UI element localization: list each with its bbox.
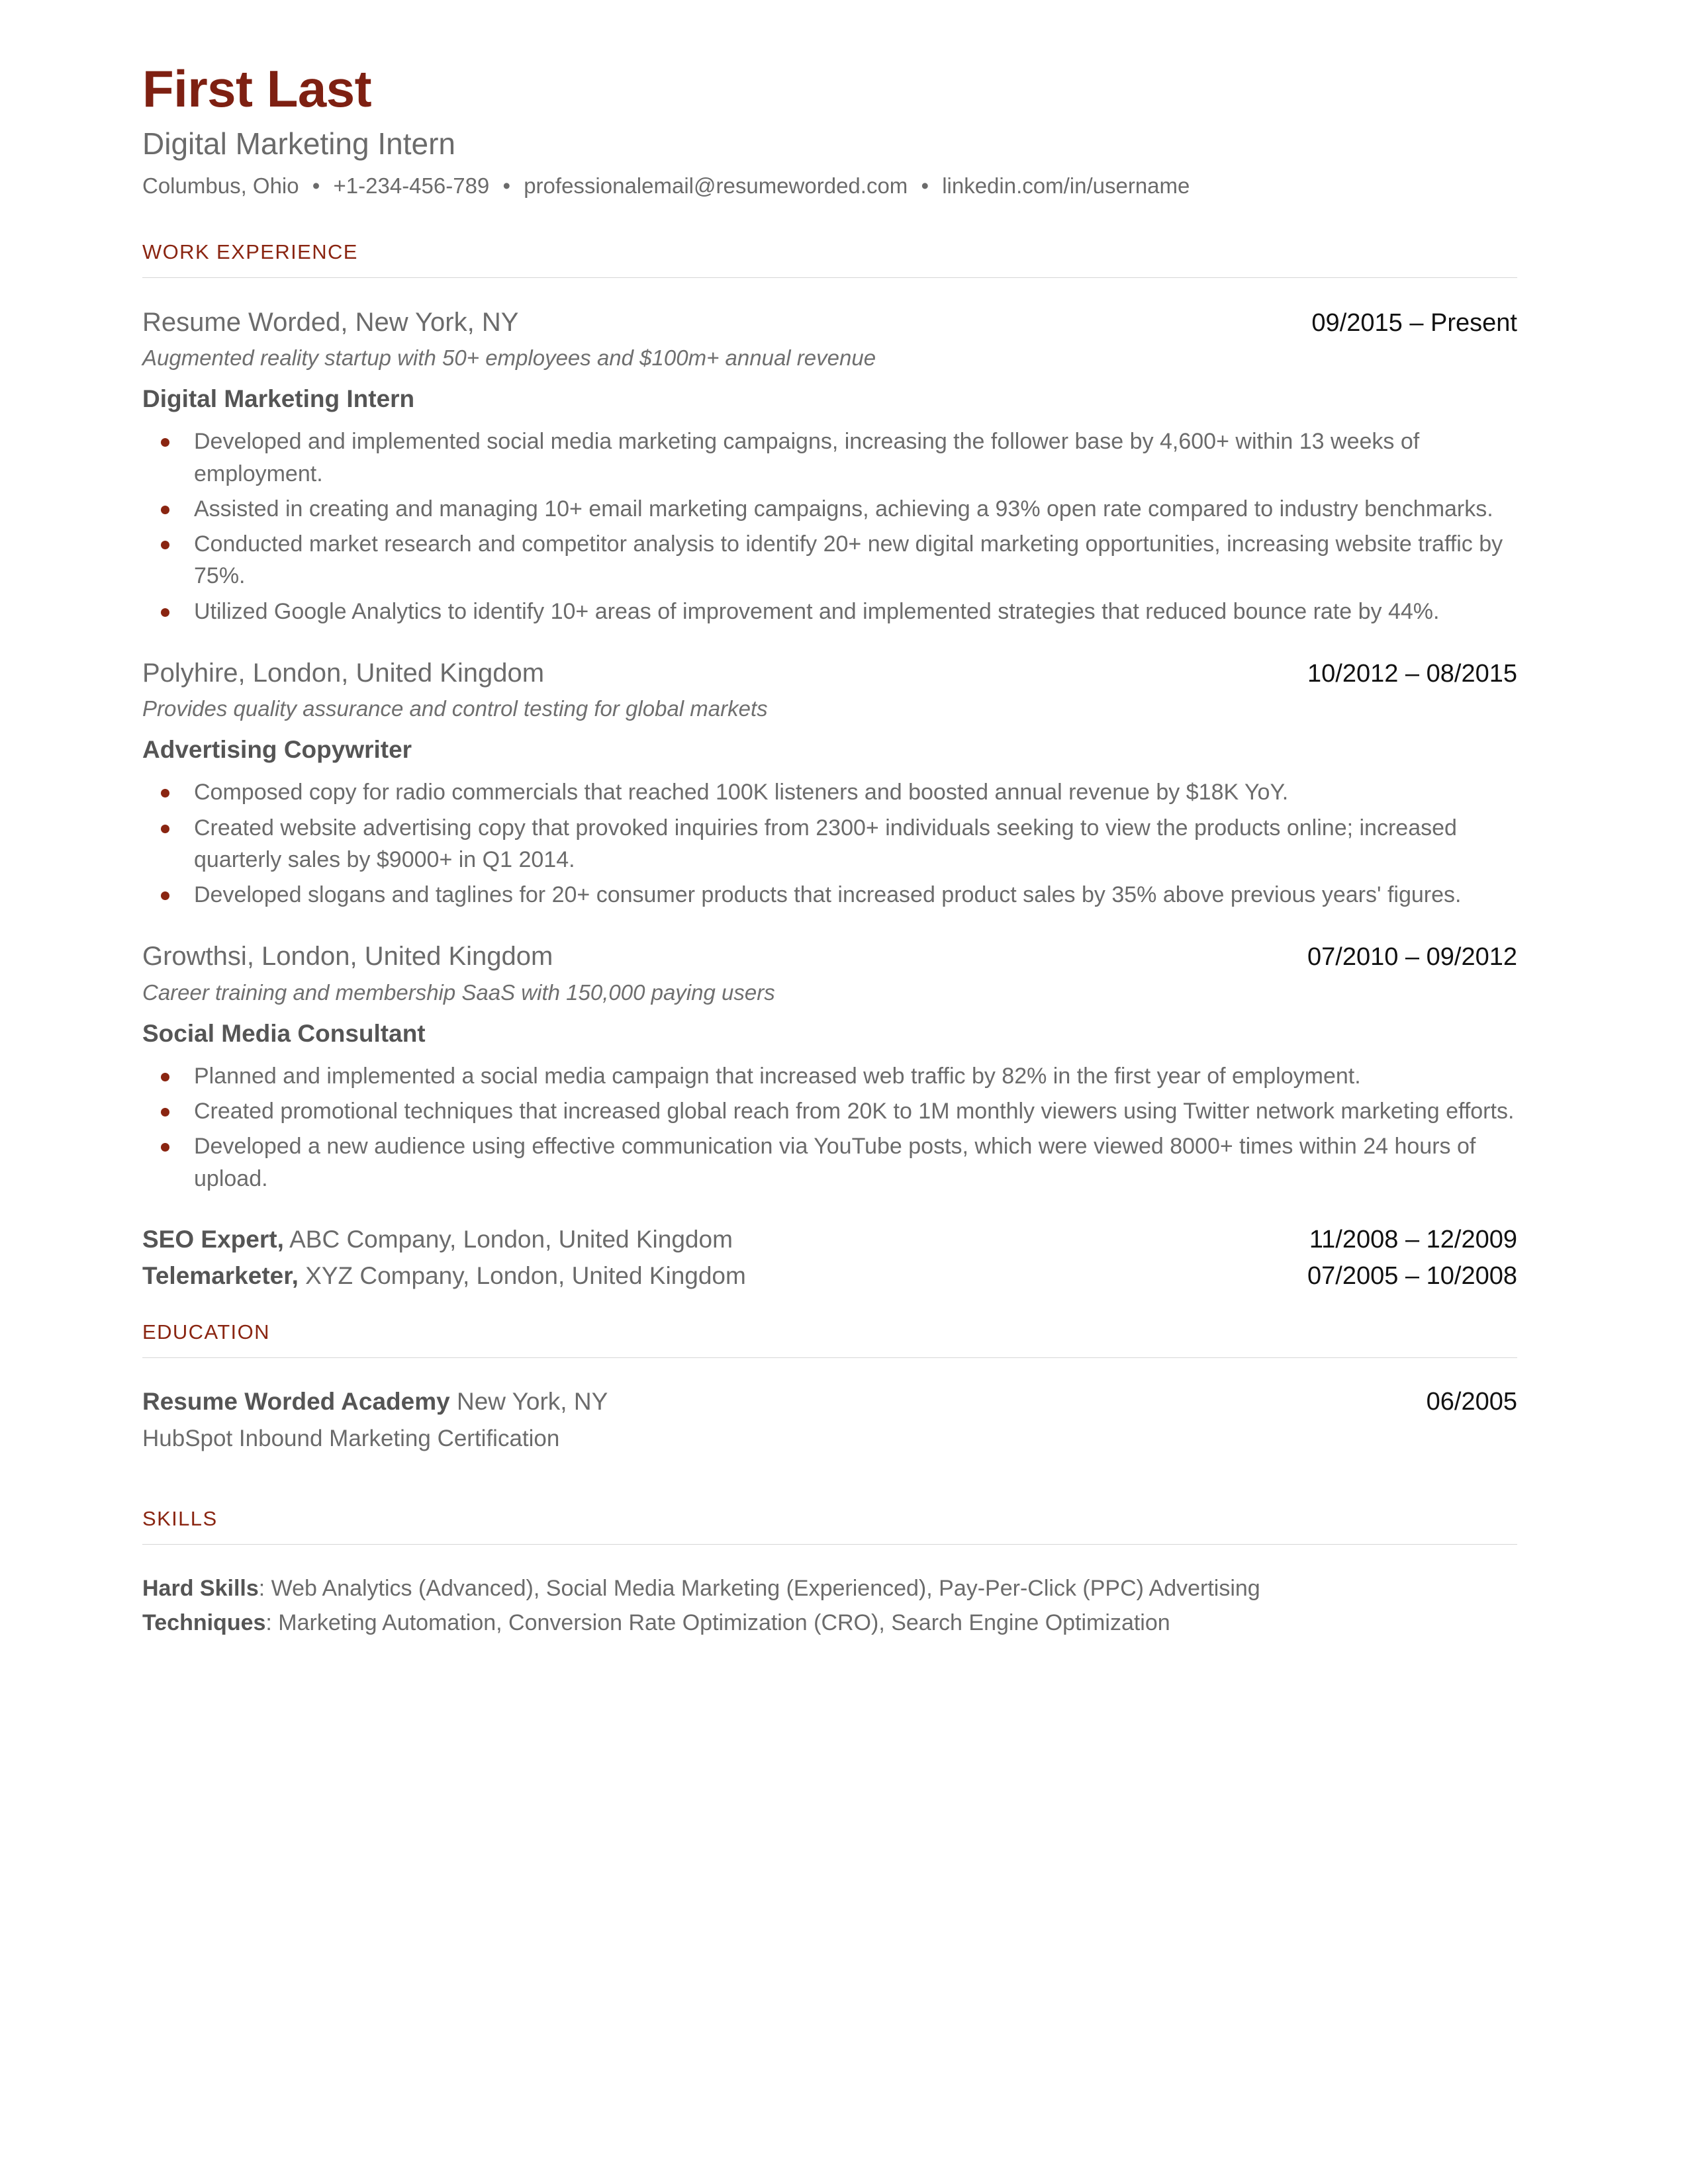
work-role-title: Social Media Consultant: [142, 1019, 426, 1047]
compact-role-company: XYZ Company, London, United Kingdom: [298, 1261, 746, 1289]
compact-role-title: SEO Expert,: [142, 1225, 284, 1253]
section-heading-skills: SKILLS: [142, 1506, 218, 1530]
work-bullet: Developed a new audience using effective communication via YouTube posts, which were viewed 8000+ times within 24 hours of upload.: [142, 1130, 1517, 1195]
compact-role-dates: 11/2008 – 12/2009: [1309, 1225, 1517, 1253]
work-entry: [142, 306, 1517, 627]
spacer: [142, 1297, 1517, 1320]
section-skills: [142, 1507, 1517, 1639]
work-entry-header: [142, 657, 1517, 690]
skill-line: [142, 1572, 1517, 1604]
contact-location: Columbus, Ohio: [142, 173, 299, 198]
work-bullet: Composed copy for radio commercials that reached 100K listeners and boosted annual revenue by $18K YoY.: [142, 776, 1517, 808]
contact-line: [142, 172, 1517, 201]
work-company: Polyhire, London, United Kingdom: [142, 658, 545, 688]
section-divider: [142, 1357, 1517, 1358]
compact-roles-list: [142, 1224, 1517, 1293]
work-entry-header: [142, 940, 1517, 974]
skill-category-value: : Web Analytics (Advanced), Social Media Marketing (Experienced), Pay-Per-Click (PPC) Advertising: [258, 1575, 1260, 1601]
skill-line: [142, 1607, 1517, 1639]
resume-header: [142, 60, 1517, 201]
education-dates: 06/2005: [1426, 1387, 1517, 1416]
section-heading-work: WORK EXPERIENCE: [142, 240, 358, 263]
work-role-title: Digital Marketing Intern: [142, 385, 415, 413]
skill-category-label: Techniques: [142, 1610, 266, 1636]
work-bullet-list: [142, 1060, 1517, 1195]
education-school-line: [142, 1386, 608, 1418]
work-entry: [142, 940, 1517, 1195]
work-bullet: Developed and implemented social media marketing campaigns, increasing the follower base by 4,600+ within 13 weeks of employment.: [142, 426, 1517, 490]
education-detail: HubSpot Inbound Marketing Certification: [142, 1425, 560, 1451]
work-dates: 07/2010 – 09/2012: [1307, 943, 1517, 972]
work-company: Resume Worded, New York, NY: [142, 307, 519, 337]
work-company-description: Provides quality assurance and control testing for global markets: [142, 696, 768, 721]
section-work-experience: [142, 240, 1517, 1293]
compact-role-left: [142, 1260, 746, 1293]
contact-separator-icon: •: [502, 173, 511, 198]
work-entry-header: [142, 306, 1517, 340]
work-company-description: Career training and membership SaaS with 150,000 paying users: [142, 979, 775, 1005]
compact-role-dates: 07/2005 – 10/2008: [1307, 1261, 1517, 1290]
compact-role-left: [142, 1224, 733, 1256]
work-bullet-list: [142, 776, 1517, 911]
education-entry-header: [142, 1386, 1517, 1418]
spacer: [142, 1483, 1517, 1507]
work-bullet: Developed slogans and taglines for 20+ consumer products that increased product sales by 35% above previous years' figures.: [142, 879, 1517, 911]
work-company: Growthsi, London, United Kingdom: [142, 942, 553, 972]
skill-category-label: Hard Skills: [142, 1575, 259, 1601]
contact-separator-icon: •: [921, 173, 929, 198]
education-entry: [142, 1386, 1517, 1454]
compact-role-company: ABC Company, London, United Kingdom: [283, 1225, 733, 1253]
work-entry: [142, 657, 1517, 911]
work-bullet: Planned and implemented a social media campaign that increased web traffic by 82% in the first year of employment.: [142, 1060, 1517, 1092]
education-school-name: Resume Worded Academy: [142, 1387, 450, 1415]
education-location: New York, NY: [449, 1387, 608, 1415]
skill-category-value: : Marketing Automation, Conversion Rate Optimization (CRO), Search Engine Optimization: [265, 1610, 1170, 1636]
candidate-title: Digital Marketing Intern: [142, 126, 455, 161]
work-company-description: Augmented reality startup with 50+ employees and $100m+ annual revenue: [142, 345, 876, 371]
work-bullet: Conducted market research and competitor analysis to identify 20+ new digital marketing opportunities, increasing website traffic by 75%.: [142, 528, 1517, 592]
work-bullet: Assisted in creating and managing 10+ email marketing campaigns, achieving a 93% open rate compared to industry benchmarks.: [142, 493, 1517, 525]
contact-separator-icon: •: [312, 173, 320, 198]
compact-role-entry: [142, 1224, 1517, 1256]
contact-phone: +1-234-456-789: [333, 173, 490, 198]
work-bullet: Created promotional techniques that increased global reach from 20K to 1M monthly viewers using Twitter network marketing efforts.: [142, 1095, 1517, 1127]
contact-email[interactable]: professionalemail@resumeworded.com: [524, 173, 908, 198]
work-dates: 10/2012 – 08/2015: [1307, 659, 1517, 688]
work-dates: 09/2015 – Present: [1311, 308, 1517, 337]
section-divider: [142, 1544, 1517, 1545]
compact-role-title: Telemarketer,: [142, 1261, 299, 1289]
section-heading-education: EDUCATION: [142, 1320, 270, 1343]
compact-role-entry: [142, 1260, 1517, 1293]
candidate-name: First Last: [142, 60, 372, 118]
contact-linkedin[interactable]: linkedin.com/in/username: [942, 173, 1190, 198]
work-bullet-list: [142, 426, 1517, 627]
section-divider: [142, 277, 1517, 278]
work-bullet: Utilized Google Analytics to identify 10+ areas of improvement and implemented strategies that reduced bounce rate by 44%.: [142, 596, 1517, 627]
work-role-title: Advertising Copywriter: [142, 736, 412, 764]
work-bullet: Created website advertising copy that provoked inquiries from 2300+ individuals seeking to view the products online; increased quarterly sales by $9000+ in Q1 2014.: [142, 812, 1517, 876]
section-education: [142, 1320, 1517, 1454]
